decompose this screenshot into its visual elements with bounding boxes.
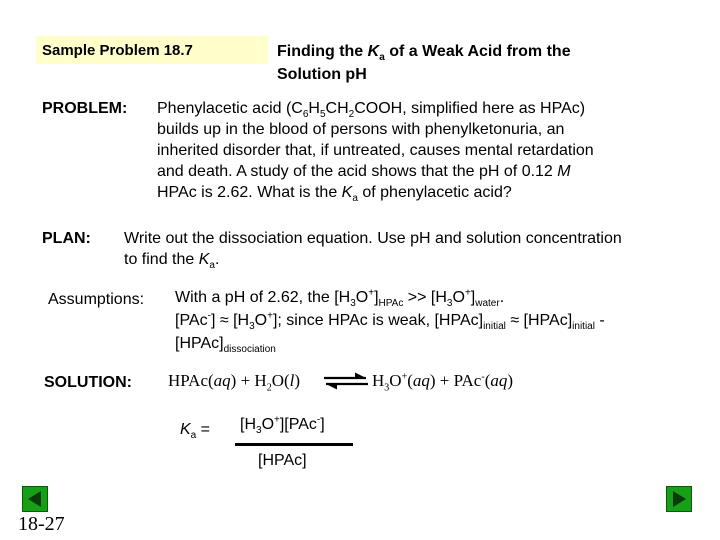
assumptions-line-1: With a pH of 2.62, the $[H_3O^+]_{HPAc} >> [H_3O^+]_{water}$. [175, 287, 505, 310]
equilibrium-arrow-icon [322, 371, 370, 391]
problem-text [157, 98, 717, 203]
sample-problem-label: Sample Problem 18.7 [42, 41, 193, 59]
arrow-right-icon [667, 487, 691, 511]
plan-line-2: to find the $K_a$. [124, 251, 220, 272]
ka-expression-label: $K_a$ = [180, 421, 211, 442]
problem-line-5: HPAc is 2.62. What is the $K_a$ of phenylacetic acid? [157, 184, 512, 205]
next-slide-button[interactable] [666, 486, 692, 512]
ka-denominator: [HPAc] [258, 452, 307, 469]
equation-reactants: HPAc(aq) + $H_2O(l)$ [168, 371, 301, 394]
ka-numerator: $[H_3O^+][PAc^-]$ [240, 414, 325, 437]
problem-line-2: builds up in the blood of persons with phenylketonuria, an [157, 121, 565, 138]
plan-text [124, 228, 714, 270]
fraction-bar [235, 443, 353, 446]
plan-line-1: Write out the dissociation equation. Use pH and solution concentration [124, 230, 622, 247]
equation-products: $H_3O^+(aq) + PAc^-(aq)$ [372, 371, 514, 394]
title-line-1: Finding the $K_a$ of a Weak Acid from the [277, 43, 571, 64]
previous-slide-button[interactable] [22, 486, 48, 512]
problem-line-3: inherited disorder that, if untreated, causes mental retardation [157, 142, 594, 159]
assumptions-line-3: $[HPAc]_{dissociation}$ [175, 335, 276, 356]
sample-problem-badge [36, 36, 268, 64]
assumptions-line-2: $[PAc^-] \approx [H_3O^+]$; since HPAc is weak, $[HPAc]_{initial}$ ≈ $[HPAc]_{initial}$ - [175, 310, 605, 333]
arrow-left-icon [23, 487, 47, 511]
problem-label: PROBLEM: [42, 100, 128, 117]
plan-label: PLAN: [42, 230, 91, 247]
problem-line-4: and death. A study of the acid shows that the pH of 0.12 M [157, 163, 571, 180]
problem-line-1: Phenylacetic acid ($C_6H_5CH_2COOH$, simplified here as HPAc) [157, 100, 586, 121]
assumptions-text [175, 287, 715, 354]
page-number: 18-27 [18, 513, 65, 535]
title-line-2: Solution pH [277, 66, 367, 83]
page-title [277, 40, 697, 86]
solution-label: SOLUTION: [44, 374, 132, 391]
assumptions-label: Assumptions: [48, 291, 145, 308]
